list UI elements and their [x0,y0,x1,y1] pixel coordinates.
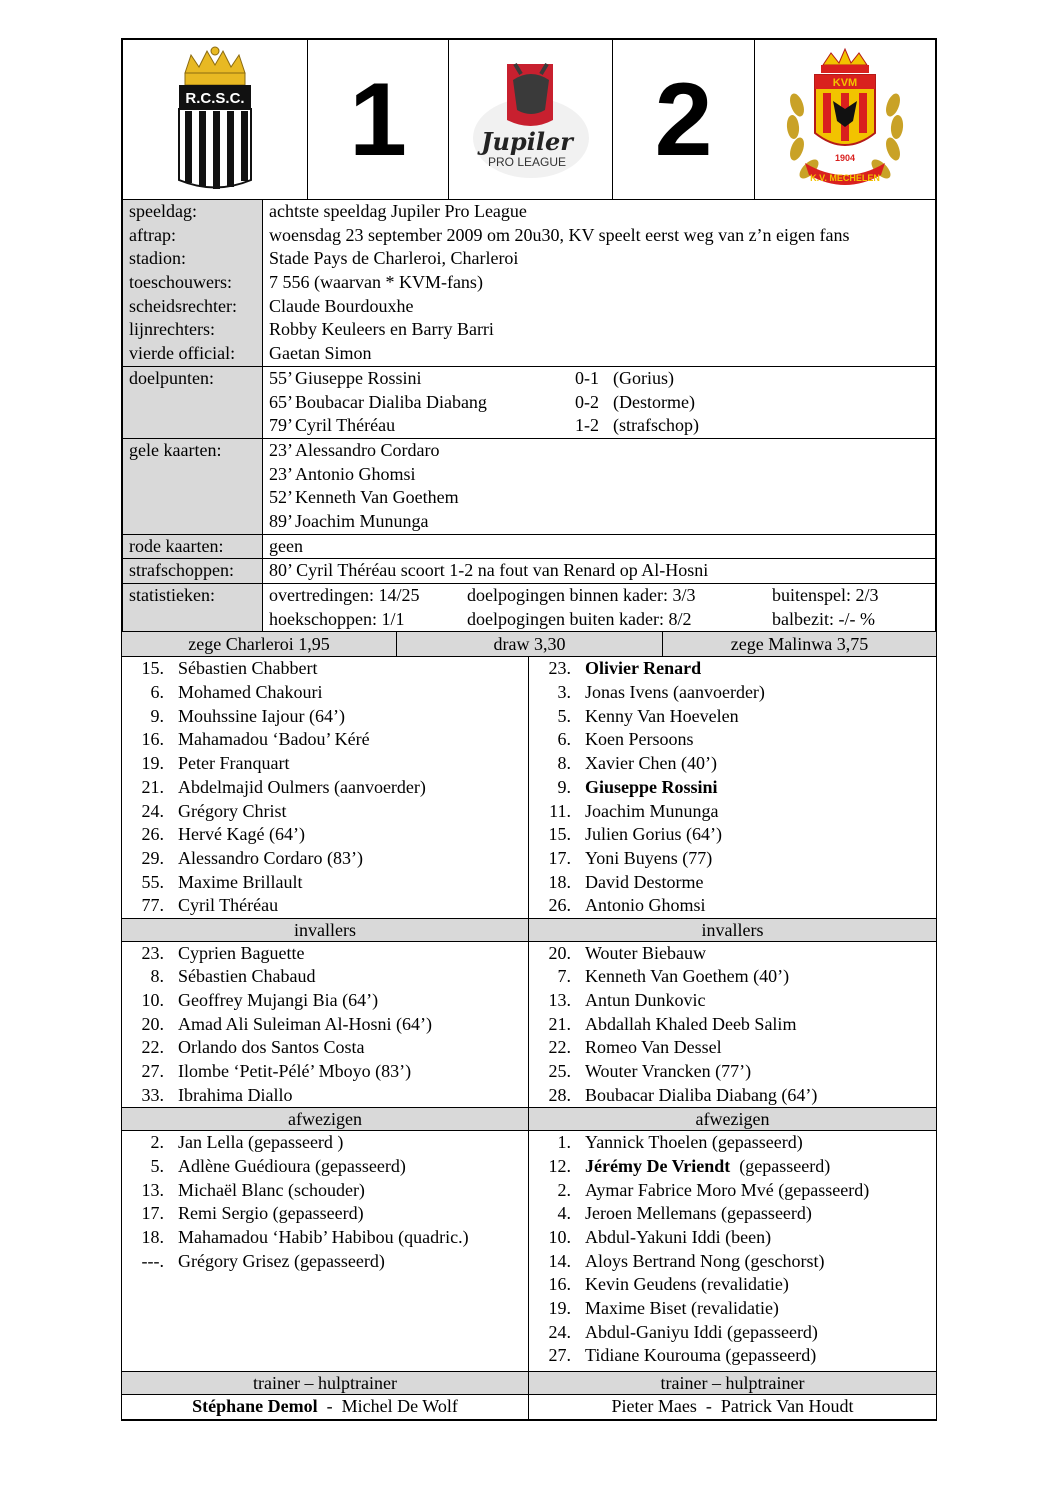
player-number: 27. [548,1345,571,1366]
stats-row [269,584,935,608]
player-name: Adlène Guédioura (gepasseerd) [178,1155,406,1176]
player-number: 33. [141,1084,164,1105]
list-item [122,1250,528,1274]
value-strafschoppen: 80’ Cyril Théréau scoort 1-2 na fout van Renard op Al-Hosni [269,560,709,581]
yellow-label-cell [123,439,263,534]
player-name: Sébastien Chabbert [178,658,318,679]
trainer-separator: - [317,1395,342,1416]
home-absent-heading: afwezigen [122,1107,528,1131]
player-number: 2. [150,1132,164,1153]
penalties-value-cell [263,559,935,583]
stat-corners: hoekschoppen: 1/1 [269,608,405,629]
player-name: Abdallah Khaled Deeb Salim [585,1013,797,1034]
list-item [122,847,528,871]
home-subs [122,942,528,1108]
away-absent-heading: afwezigen [529,1107,936,1131]
list-item [122,1202,528,1226]
player-number: 13. [548,990,571,1010]
player-name: Olivier Renard [585,658,702,679]
penalties-label-cell [123,559,263,583]
label-doelpunten: doelpunten: [129,367,214,388]
list-item [529,776,936,800]
label-stadion: stadion: [129,248,186,269]
player-number: 10. [548,1226,571,1247]
list-item [529,752,936,776]
odds-home: zege Charleroi 1,95 [122,632,397,656]
list-item [529,1036,936,1060]
value-stadion: Stade Pays de Charleroi, Charleroi [269,248,519,269]
player-name: Maxime Biset (revalidatie) [585,1297,779,1318]
away-subs [529,942,936,1108]
list-item [529,705,936,729]
player-number: 2. [557,1179,571,1200]
odds-away: zege Malinwa 3,75 [730,634,869,655]
player-name: Tidiane Kourouma (gepasseerd) [585,1345,817,1366]
list-item [529,800,936,824]
player-number: 19. [141,753,164,774]
svg-text:K.V. MECHELEN: K.V. MECHELEN [810,172,880,183]
player-name: Jan Lella (gepasseerd ) [178,1132,344,1153]
goal-score: 0-2 [575,391,599,412]
player-name: Abdul-Ganiyu Iddi (gepasseerd) [585,1321,818,1342]
value-speeldag: achtste speeldag Jupiler Pro League [269,201,527,221]
player-name: Yannick Thoelen (gepasseerd) [585,1132,803,1153]
red-label-cell [123,535,263,559]
goals-section [123,367,935,439]
player-name: Sébastien Chabaud [178,966,316,987]
goal-score: 1-2 [575,415,599,436]
goals-list [263,367,935,438]
player-name: Antonio Ghomsi [585,895,706,916]
goal-assist: (Gorius) [613,367,674,388]
goal-row [269,414,935,438]
player-number: 16. [548,1274,571,1295]
goal-row [269,367,935,391]
list-item [529,1344,936,1368]
player-name: Xavier Chen (40’) [585,753,717,774]
player-name: Michaël Blanc (schouder) [178,1179,365,1200]
player-number: 23. [548,658,571,679]
kv-mechelen-crest-icon [775,45,915,195]
yellow-card-row [269,463,935,487]
svg-text:KVM: KVM [832,76,858,89]
value-toeschouwers: 7 556 (waarvan * KVM-fans) [269,272,483,293]
list-item [529,871,936,895]
card-minute: 52’ [269,487,293,508]
list-item [529,1297,936,1321]
match-report [121,38,937,1421]
player-number: 4. [557,1203,571,1224]
player-name: Jonas Ivens (aanvoerder) [585,682,765,703]
player-number: 6. [150,682,164,703]
list-item [122,1060,528,1084]
value-vierde-official: Gaetan Simon [269,343,372,364]
yellow-card-row [269,486,935,510]
list-item [122,823,528,847]
player-number: 22. [141,1037,164,1058]
score-header [121,38,937,200]
player-number: 17. [141,1203,164,1224]
stat-shots-off-target: doelpogingen buiten kader: 8/2 [467,608,692,629]
goal-player: Giuseppe Rossini [295,367,422,388]
player-number: 12. [548,1155,571,1176]
list-item [122,728,528,752]
goal-assist: (Destorme) [613,391,695,412]
player-name: Koen Persoons [585,729,694,750]
player-number: 28. [548,1084,571,1105]
away-squad [529,657,936,1420]
list-item [529,728,936,752]
home-assistant-coach: Michel De Wolf [341,1395,458,1416]
list-item [122,705,528,729]
player-name: Aymar Fabrice Moro Mvé (gepasseerd) [585,1179,870,1200]
player-name: Joachim Mununga [585,800,719,821]
list-item [122,894,528,918]
player-name: Julien Gorius (64’) [585,824,722,845]
player-name: Ibrahima Diallo [178,1084,293,1105]
player-number: 25. [548,1061,571,1082]
list-item [122,1084,528,1108]
player-name: Mouhssine Iajour (64’) [178,705,345,726]
card-player: Alessandro Cordaro [295,439,440,460]
label-statistieken: statistieken: [129,585,215,605]
list-item [122,657,528,681]
squads [121,657,937,1420]
label-vierde-official: vierde official: [129,343,236,364]
goal-assist: (strafschop) [613,415,699,436]
home-logo-cell [123,40,308,199]
list-item [122,752,528,776]
general-info-section [123,200,935,367]
home-starters [122,657,528,918]
player-name: Aloys Bertrand Nong (geschorst) [585,1250,825,1271]
yellow-cards-list [263,439,935,534]
label-aftrap: aftrap: [129,224,176,245]
list-item [122,1179,528,1203]
list-item [529,1013,936,1037]
player-number: 6. [557,729,571,750]
player-name: Romeo Van Dessel [585,1037,722,1058]
value-lijnrechters: Robby Keuleers en Barry Barri [269,319,494,340]
list-item [122,681,528,705]
player-name: Mohamed Chakouri [178,682,323,703]
player-number: 16. [141,729,164,750]
card-player: Antonio Ghomsi [295,463,416,484]
player-number: 7. [557,966,571,987]
label-speeldag: speeldag: [129,201,197,221]
player-number: 15. [141,658,164,679]
list-item [122,1155,528,1179]
list-item [122,1013,528,1037]
jupiler-pro-league-logo-icon [461,50,601,190]
list-item [529,847,936,871]
stat-possession: balbezit: -/- % [772,608,875,629]
player-number: 23. [141,942,164,963]
player-name: Cyril Théréau [178,895,279,916]
list-item [122,1131,528,1155]
player-name: Amad Ali Suleiman Al-Hosni (64’) [178,1013,432,1034]
player-name: David Destorme [585,871,704,892]
list-item [529,1155,936,1179]
player-name: Jérémy De Vriendt [585,1155,731,1176]
list-item [529,1084,936,1108]
svg-text:R.C.S.C.: R.C.S.C. [185,89,245,107]
player-name: Grégory Christ [178,800,287,821]
label-strafschoppen: strafschoppen: [129,560,234,581]
card-player: Joachim Mununga [295,510,429,531]
general-values [263,200,935,366]
home-score-cell [308,40,449,199]
away-absent [529,1131,936,1371]
label-lijnrechters: lijnrechters: [129,319,215,340]
player-name: Boubacar Dialiba Diabang (64’) [585,1084,818,1105]
list-item [529,1131,936,1155]
list-item [122,776,528,800]
label-toeschouwers: toeschouwers: [129,272,232,293]
player-number: 21. [141,776,164,797]
away-score: 2 [654,61,713,178]
away-trainer-heading: trainer – hulptrainer [529,1371,936,1395]
player-number: 77. [141,895,164,916]
list-item [122,965,528,989]
svg-text:PRO LEAGUE: PRO LEAGUE [487,154,566,169]
yellow-card-row [269,510,935,534]
player-number: 8. [150,966,164,987]
list-item [529,657,936,681]
svg-text:Jupiler: Jupiler [480,126,573,156]
list-item [529,1250,936,1274]
value-aftrap: woensdag 23 september 2009 om 20u30, KV speelt eerst weg van z’n eigen fans [269,224,850,245]
player-name: Wouter Biebauw [585,942,707,963]
away-logo-cell [755,40,935,199]
away-subs-heading: invallers [529,918,936,942]
player-name: Yoni Buyens (77) [585,847,713,868]
player-number: 24. [141,800,164,821]
player-name: Orlando dos Santos Costa [178,1037,365,1058]
goal-minute: 65’ [269,391,293,412]
list-item [122,1226,528,1250]
player-number: 26. [548,895,571,916]
list-item [529,989,936,1013]
value-rode-kaarten: geen [269,535,303,556]
list-item [529,1202,936,1226]
away-score-cell [613,40,755,199]
player-number: 5. [557,705,571,726]
list-item [529,942,936,966]
odds-draw: draw 3,30 [397,632,663,656]
player-number: 26. [141,824,164,845]
stat-fouls: overtredingen: 14/25 [269,585,420,605]
league-logo-cell [449,40,613,199]
player-name: Jeroen Mellemans (gepasseerd) [585,1203,812,1224]
betting-odds-bar [121,631,937,657]
goal-score: 0-1 [575,367,599,388]
player-number: 11. [549,800,571,821]
player-name: Maxime Brillault [178,871,303,892]
player-number: 9. [150,705,164,726]
player-number: 3. [557,682,571,703]
goals-label-cell [123,367,263,438]
player-name: Cyprien Baguette [178,942,305,963]
player-number: 22. [548,1037,571,1058]
player-number: 18. [141,1226,164,1247]
player-number: 15. [548,824,571,845]
goal-row [269,391,935,415]
home-trainer-heading: trainer – hulptrainer [122,1371,528,1395]
red-cards-section [123,535,935,560]
stats-row [269,608,935,632]
list-item [529,965,936,989]
stats-section [123,584,935,631]
player-number: 19. [548,1297,571,1318]
label-scheidsrechter: scheidsrechter: [129,295,237,316]
card-player: Kenneth Van Goethem [295,487,459,508]
player-name: Ilombe ‘Petit-Pélé’ Mboyo (83’) [178,1061,412,1082]
card-minute: 23’ [269,439,293,460]
player-name: Wouter Vrancken (77’) [585,1061,752,1082]
stat-offside: buitenspel: 2/3 [772,585,879,605]
list-item [122,1036,528,1060]
player-number: 10. [141,990,164,1010]
goal-player: Boubacar Dialiba Diabang [295,391,487,412]
player-number: 20. [141,1013,164,1034]
general-labels [123,200,263,366]
player-number: 24. [548,1321,571,1342]
stats-values [263,584,935,631]
red-value-cell [263,535,935,559]
list-item [122,942,528,966]
player-name: Kenneth Van Goethem (40’) [585,966,790,987]
player-name: Kenny Van Hoevelen [585,705,739,726]
player-number: 5. [150,1155,164,1176]
card-minute: 89’ [269,510,293,531]
home-subs-heading: invallers [122,918,528,942]
list-item [529,1226,936,1250]
stats-label-cell [123,584,263,631]
player-number: 55. [141,871,164,892]
player-number: 20. [548,942,571,963]
list-item [122,989,528,1013]
list-item [529,681,936,705]
yellow-card-row [269,439,935,463]
away-trainers: Pieter Maes - Patrick Van Houdt [529,1395,936,1421]
player-status: (gepasseerd) [730,1155,831,1176]
player-name: Mahamadou ‘Habib’ Habibou (quadric.) [178,1226,469,1247]
home-trainers [122,1395,528,1421]
player-name-wrap [585,1155,936,1179]
player-name: Giuseppe Rossini [585,776,718,797]
player-name: Hervé Kagé (64’) [178,824,305,845]
player-number: 8. [557,753,571,774]
player-number: 14. [548,1250,571,1271]
list-item [529,823,936,847]
list-item [529,894,936,918]
match-info-table [121,200,937,631]
player-name: Kevin Geudens (revalidatie) [585,1274,789,1295]
list-item [529,1179,936,1203]
yellow-cards-section [123,439,935,535]
home-head-coach: Stéphane Demol [192,1395,318,1416]
player-number: 21. [548,1013,571,1034]
home-squad [122,657,529,1420]
player-number: ---. [141,1250,164,1271]
player-number: 9. [557,776,571,797]
player-number: 17. [548,847,571,868]
player-number: 27. [141,1061,164,1082]
player-name: Peter Franquart [178,753,290,774]
charleroi-crest-icon [165,45,265,195]
player-number: 1. [557,1132,571,1153]
player-name: Geoffrey Mujangi Bia (64’) [178,990,379,1010]
player-name: Grégory Grisez (gepasseerd) [178,1250,385,1271]
list-item [122,871,528,895]
home-absent [122,1131,528,1371]
player-number: 13. [141,1179,164,1200]
home-score: 1 [349,61,407,178]
value-scheidsrechter: Claude Bourdouxhe [269,295,414,316]
stat-shots-on-target: doelpogingen binnen kader: 3/3 [467,585,696,605]
svg-text:1904: 1904 [834,152,856,163]
away-starters [529,657,936,918]
player-number: 18. [548,871,571,892]
list-item [529,1060,936,1084]
player-name: Antun Dunkovic [585,990,706,1010]
goal-minute: 55’ [269,367,293,388]
player-name: Alessandro Cordaro (83’) [178,847,363,868]
penalties-section [123,559,935,584]
goal-player: Cyril Théréau [295,415,396,436]
player-number: 29. [141,847,164,868]
player-name: Mahamadou ‘Badou’ Kéré [178,729,370,750]
label-gele-kaarten: gele kaarten: [129,439,222,460]
label-rode-kaarten: rode kaarten: [129,535,224,556]
player-name: Abdelmajid Oulmers (aanvoerder) [178,776,426,797]
goal-minute: 79’ [269,415,293,436]
player-name: Abdul-Yakuni Iddi (been) [585,1226,772,1247]
list-item [529,1273,936,1297]
player-name: Remi Sergio (gepasseerd) [178,1203,364,1224]
card-minute: 23’ [269,463,293,484]
list-item [529,1321,936,1345]
list-item [122,800,528,824]
